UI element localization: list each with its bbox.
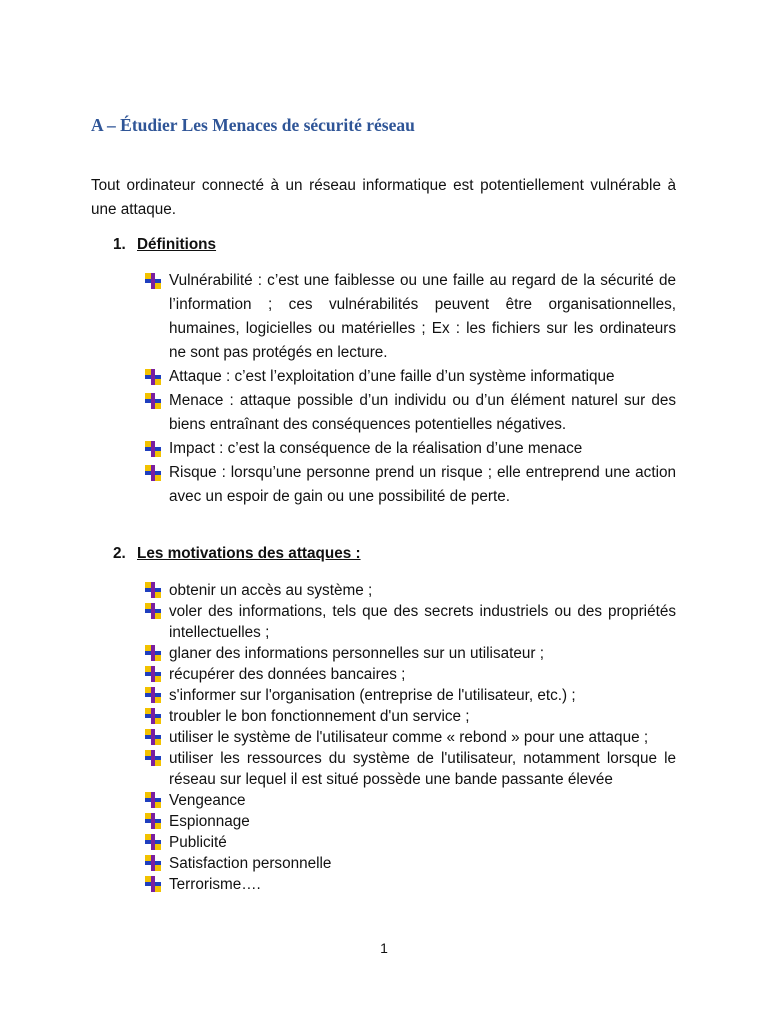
list-item-text: Vengeance — [169, 792, 246, 809]
cross-bullet-icon — [145, 441, 161, 457]
cross-bullet-icon — [145, 855, 161, 871]
section-number: 2. — [113, 545, 126, 562]
cross-bullet-icon — [145, 750, 161, 766]
list-item-text: utiliser le système de l'utilisateur comme « rebond » pour une attaque ; — [169, 729, 649, 746]
section-title: Les motivations des attaques : — [137, 545, 361, 562]
list-item — [145, 580, 676, 601]
list-item — [145, 853, 676, 874]
list-item — [145, 706, 676, 727]
section-heading-definitions — [113, 236, 216, 254]
list-item-text: récupérer des données bancaires ; — [169, 666, 406, 683]
section-heading-motivations — [113, 545, 361, 563]
cross-bullet-icon — [145, 582, 161, 598]
cross-bullet-icon — [145, 273, 161, 289]
cross-bullet-icon — [145, 666, 161, 682]
intro-paragraph: Tout ordinateur connecté à un réseau informatique est potentiellement vulnérable à une attaque. — [91, 177, 676, 218]
list-item — [145, 664, 676, 685]
list-item — [145, 601, 676, 643]
list-item-text: Espionnage — [169, 813, 250, 830]
list-item — [145, 685, 676, 706]
definitions-list — [145, 269, 676, 509]
list-item — [145, 790, 676, 811]
cross-bullet-icon — [145, 369, 161, 385]
list-item-text: s'informer sur l'organisation (entreprise de l'utilisateur, etc.) ; — [169, 687, 576, 704]
cross-bullet-icon — [145, 708, 161, 724]
page-title: A – Étudier Les Menaces de sécurité réseau — [91, 115, 415, 135]
list-item-text: obtenir un accès au système ; — [169, 582, 373, 599]
list-item-text: voler des informations, tels que des secrets industriels ou des propriétés intellectuelles ; — [169, 603, 676, 641]
list-item — [145, 389, 676, 437]
list-item-text: Satisfaction personnelle — [169, 855, 332, 872]
list-item — [145, 727, 676, 748]
list-item-text: Terrorisme…. — [169, 876, 261, 893]
cross-bullet-icon — [145, 603, 161, 619]
cross-bullet-icon — [145, 645, 161, 661]
list-item-text: Menace : attaque possible d’un individu ou d’un élément naturel sur des biens entraînant des conséquences potentielles négatives. — [169, 392, 676, 433]
list-item-text: Impact : c’est la conséquence de la réalisation d’une menace — [169, 440, 583, 457]
cross-bullet-icon — [145, 876, 161, 892]
list-item-text: troubler le bon fonctionnement d'un service ; — [169, 708, 470, 725]
list-item — [145, 811, 676, 832]
list-item — [145, 461, 676, 509]
cross-bullet-icon — [145, 792, 161, 808]
motivations-list — [145, 580, 676, 895]
list-item — [145, 643, 676, 664]
list-item — [145, 874, 676, 895]
cross-bullet-icon — [145, 465, 161, 481]
cross-bullet-icon — [145, 813, 161, 829]
cross-bullet-icon — [145, 729, 161, 745]
list-item-text: Vulnérabilité : c’est une faiblesse ou une faille au regard de la sécurité de l’information ; ces vulnérabilités peuvent être organisationnelles, humaines, logicielles ou matérielles ; Ex : les fichiers sur les ordinateurs ne sont pas protégés en lecture. — [169, 272, 676, 361]
list-item — [145, 269, 676, 365]
cross-bullet-icon — [145, 687, 161, 703]
list-item-text: Risque : lorsqu’une personne prend un risque ; elle entreprend une action avec un espoir de gain ou une possibilité de perte. — [169, 464, 676, 505]
list-item-text: utiliser les ressources du système de l'utilisateur, notamment lorsque le réseau sur lequel il est situé possède une bande passante élevée — [169, 750, 676, 788]
page-number: 1 — [380, 940, 388, 956]
list-item-text: Attaque : c’est l’exploitation d’une faille d’un système informatique — [169, 368, 615, 385]
cross-bullet-icon — [145, 393, 161, 409]
cross-bullet-icon — [145, 834, 161, 850]
list-item-text: glaner des informations personnelles sur un utilisateur ; — [169, 645, 544, 662]
list-item — [145, 437, 676, 461]
list-item — [145, 365, 676, 389]
list-item — [145, 832, 676, 853]
list-item-text: Publicité — [169, 834, 227, 851]
section-number: 1. — [113, 236, 126, 253]
section-title: Définitions — [137, 236, 217, 253]
list-item — [145, 748, 676, 790]
